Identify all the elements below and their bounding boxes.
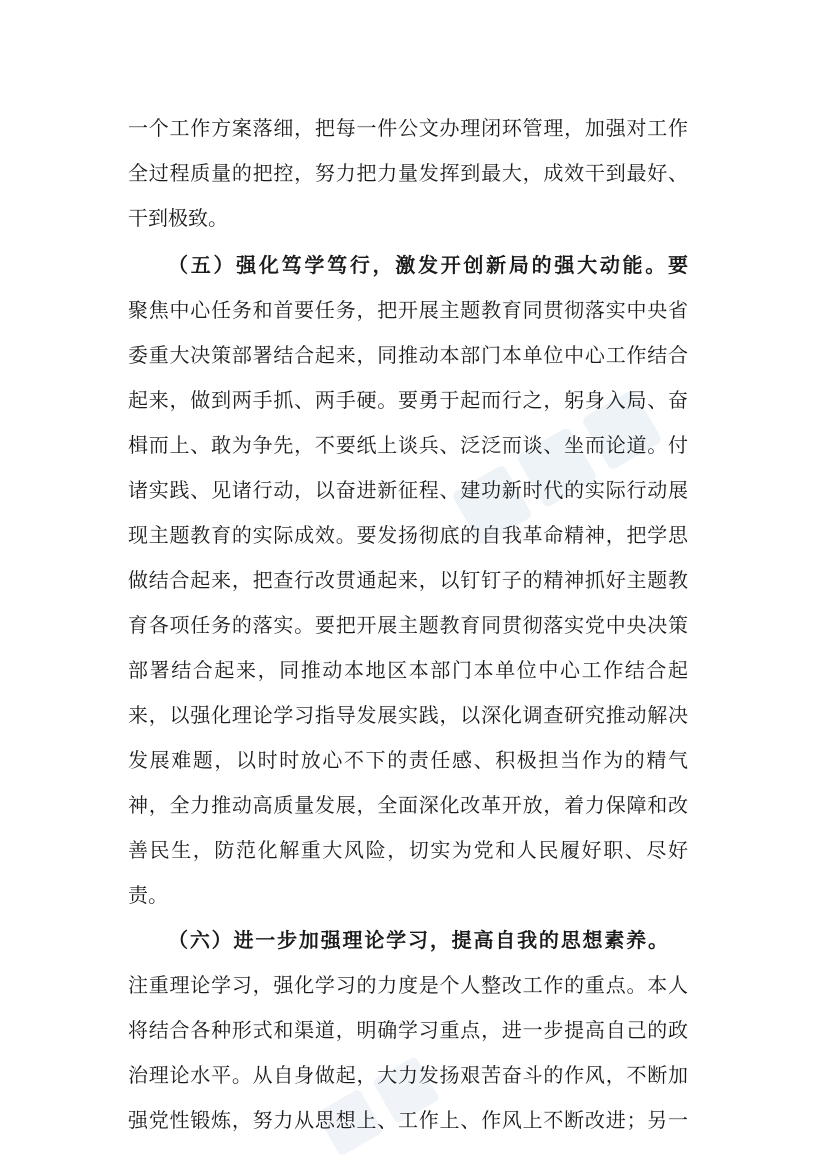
body-line-20: 注重理论学习，强化学习的力度是个人整改工作的重点。本人 (128, 973, 688, 997)
body-line-15: 发展难题，以时时放心不下的责任感、积极担当作为的精气 (128, 748, 688, 772)
section-heading-5: （五）强化笃学笃行，激发开创新局的强大动能。要 (168, 253, 688, 277)
body-line-6: 委重大决策部署结合起来，同推动本部门本单位中心工作结合 (128, 343, 688, 367)
body-line-17: 善民生，防范化解重大风险，切实为党和人民履好职、尽好 (128, 838, 688, 862)
body-line-12: 育各项任务的落实。要把开展主题教育同贯彻落实党中央决策 (128, 613, 688, 637)
body-line-14: 来，以强化理论学习指导发展实践，以深化调查研究推动解决 (128, 703, 688, 727)
body-line-18: 责。 (128, 883, 168, 907)
body-line-10: 现主题教育的实际成效。要发扬彻底的自我革命精神，把学思 (128, 523, 688, 547)
body-line-5: 聚焦中心任务和首要任务，把开展主题教育同贯彻落实中央省 (128, 298, 688, 322)
body-line-7: 起来，做到两手抓、两手硬。要勇于起而行之，躬身入局、奋 (128, 388, 688, 412)
body-line-16: 神，全力推动高质量发展，全面深化改革开放，着力保障和改 (128, 793, 688, 817)
body-line-2: 全过程质量的把控，努力把力量发挥到最大，成效干到最好、 (128, 161, 688, 185)
body-line-9: 诸实践、见诸行动，以奋进新征程、建功新时代的实际行动展 (128, 478, 688, 502)
body-line-21: 将结合各种形式和渠道，明确学习重点，进一步提高自己的政 (128, 1018, 688, 1042)
body-line-22: 治理论水平。从自身做起，大力发扬艰苦奋斗的作风，不断加 (128, 1063, 688, 1087)
body-line-3: 干到极致。 (128, 206, 228, 230)
body-line-1: 一个工作方案落细，把每一件公文办理闭环管理，加强对工作 (128, 116, 688, 140)
body-line-8: 楫而上、敢为争先，不要纸上谈兵、泛泛而谈、坐而论道。付 (128, 433, 688, 457)
section-heading-6: （六）进一步加强理论学习，提高自我的思想素养。 (168, 928, 668, 952)
body-line-11: 做结合起来，把查行改贯通起来，以钉钉子的精神抓好主题教 (128, 568, 688, 592)
body-line-23: 强党性锻炼，努力从思想上、工作上、作风上不断改进；另一 (128, 1108, 688, 1132)
body-line-13: 部署结合起来，同推动本地区本部门本单位中心工作结合起 (128, 658, 688, 682)
